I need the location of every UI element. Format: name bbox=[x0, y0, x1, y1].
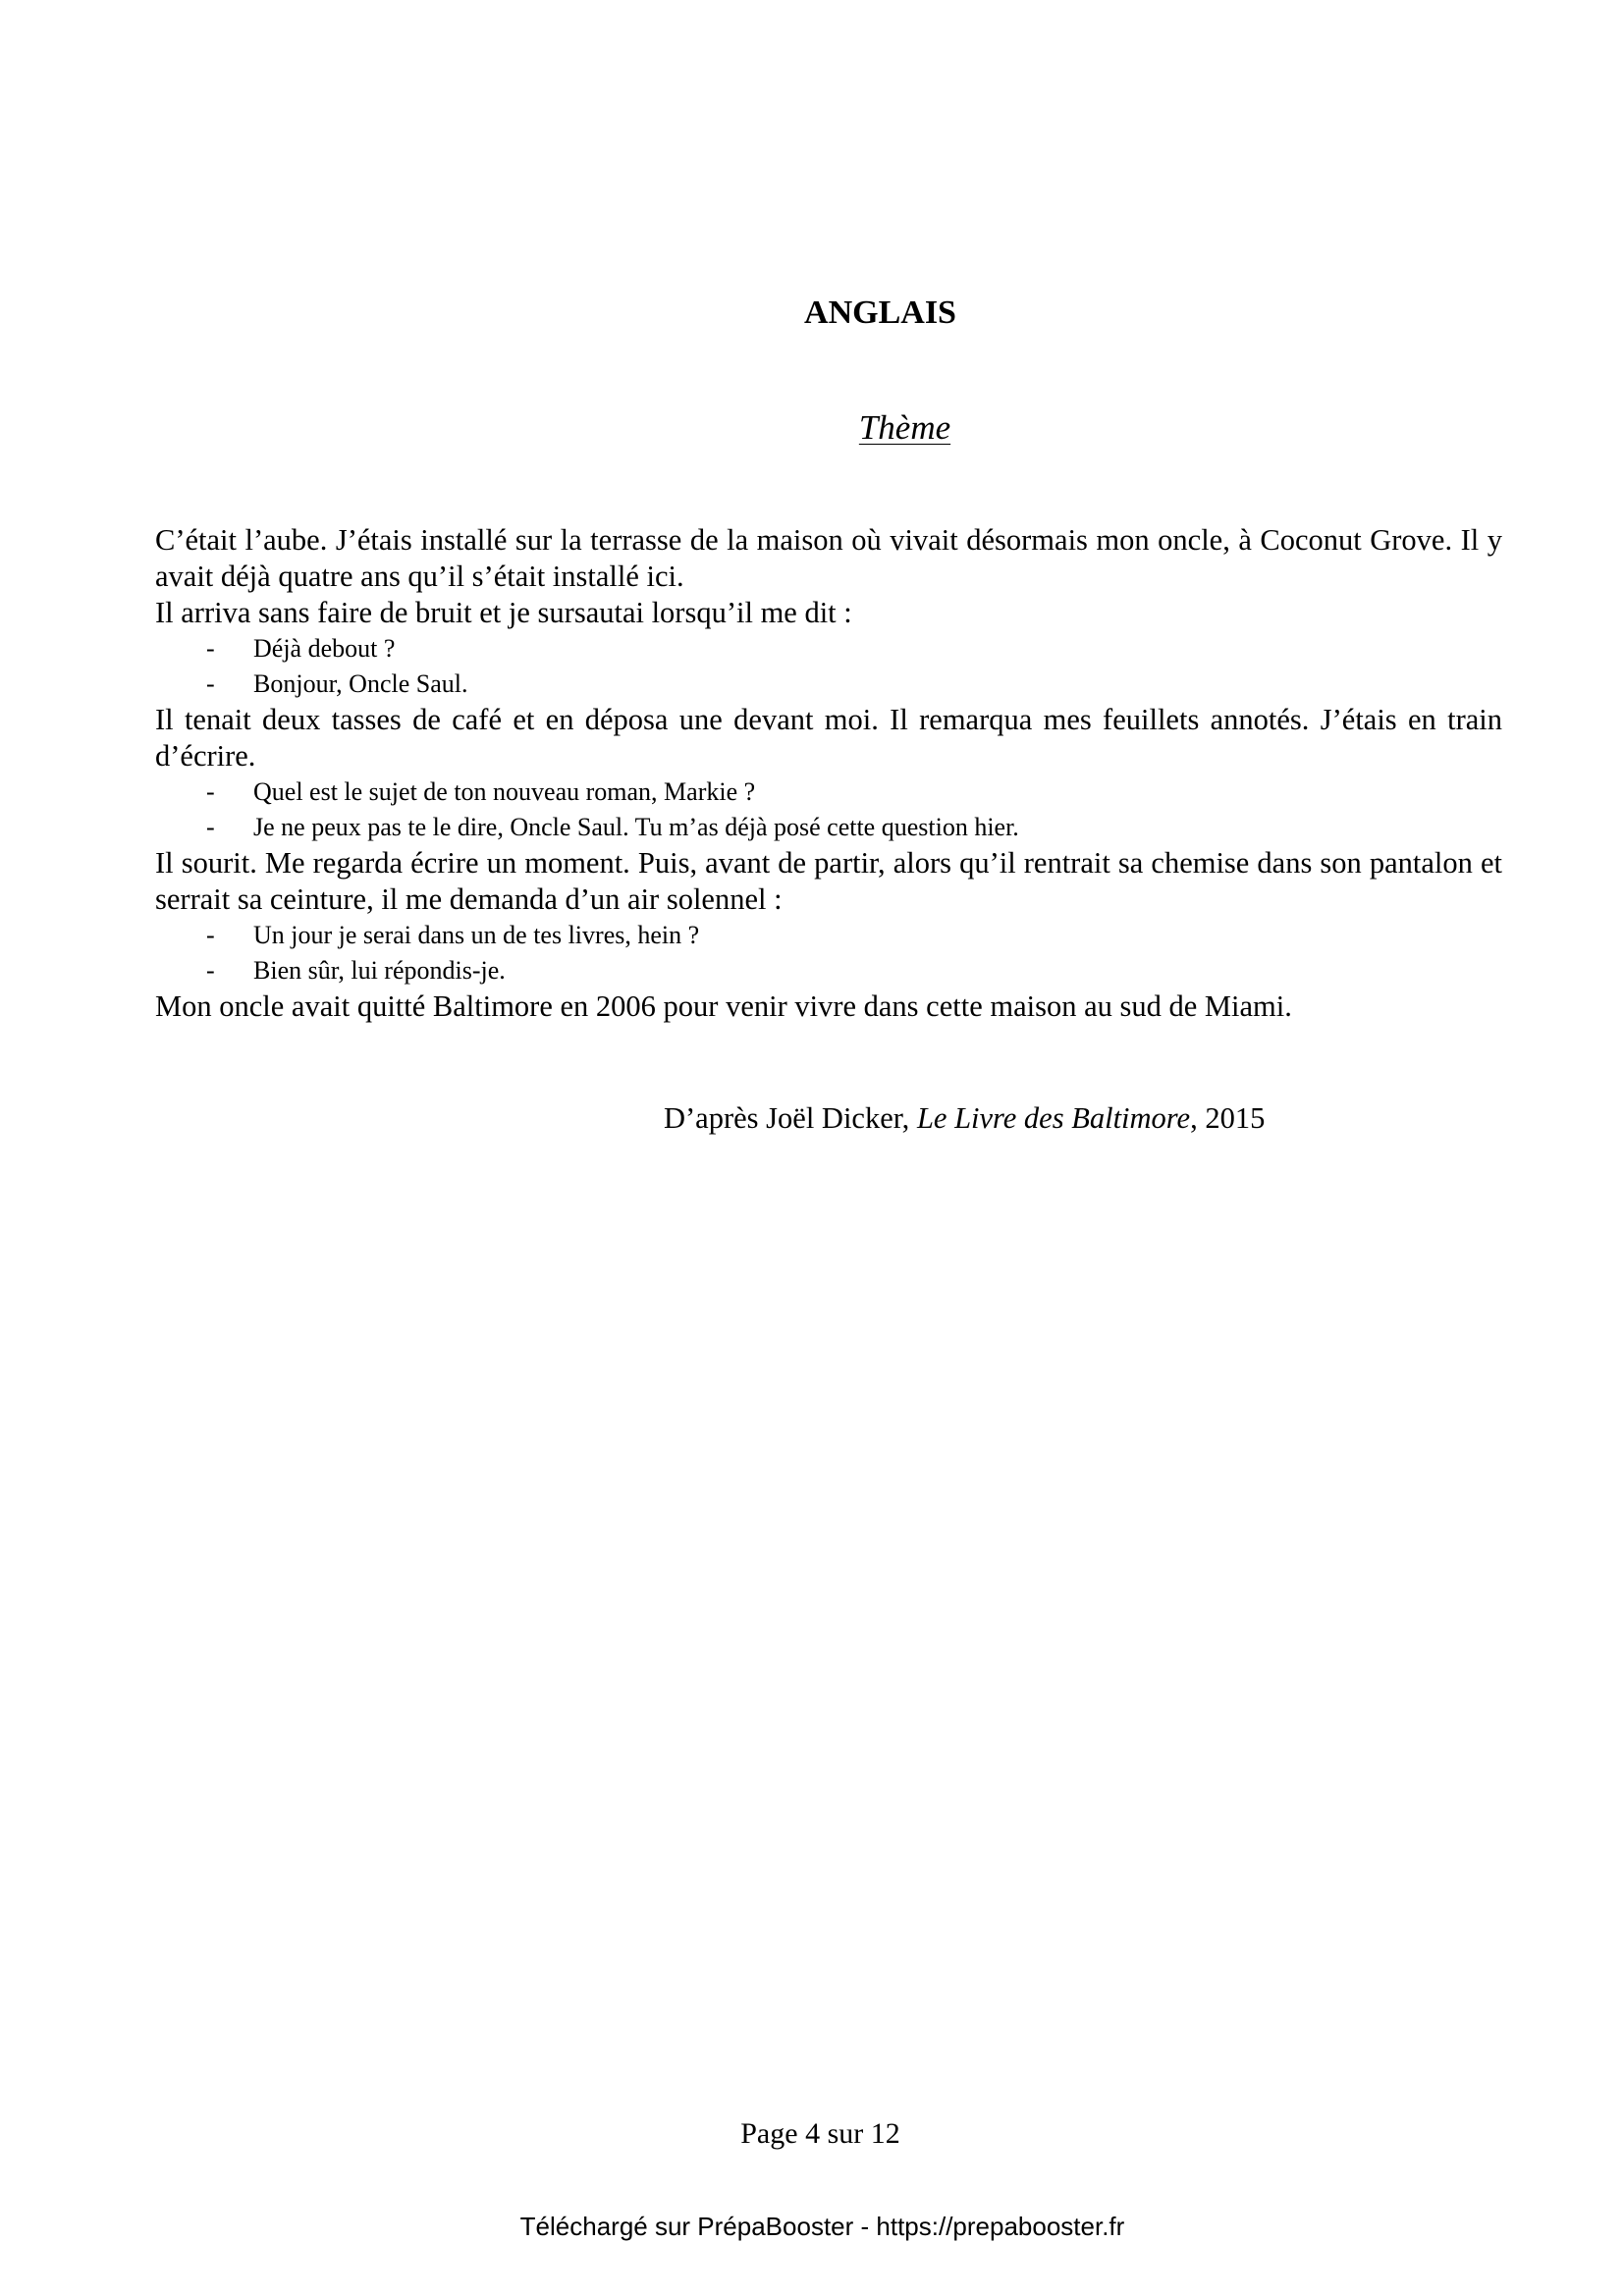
dash: - bbox=[206, 777, 215, 806]
dialogue-text: Je ne peux pas te le dire, Oncle Saul. Tu m’as déjà posé cette question hier. bbox=[253, 813, 1019, 841]
dialogue-text: Quel est le sujet de ton nouveau roman, Markie ? bbox=[253, 777, 756, 806]
dialogue-line bbox=[155, 810, 1502, 845]
source-suffix: , 2015 bbox=[1190, 1101, 1266, 1135]
dash: - bbox=[206, 956, 215, 985]
dash: - bbox=[206, 813, 215, 841]
dialogue-line bbox=[155, 774, 1502, 810]
paragraph: Mon oncle avait quitté Baltimore en 2006 pour venir vivre dans cette maison au sud de Miami. bbox=[155, 989, 1292, 1023]
dialogue-text: Bien sûr, lui répondis-je. bbox=[253, 956, 506, 985]
paragraph: Il tenait deux tasses de café et en déposa une devant moi. Il remarqua mes feuillets annotés. J’étais en train d’écrire. bbox=[155, 703, 1502, 773]
source-citation bbox=[664, 1100, 1265, 1137]
dash: - bbox=[206, 669, 215, 698]
dialogue-line bbox=[155, 667, 1502, 702]
download-footer: Téléchargé sur PrépaBooster - https://prepabooster.fr bbox=[519, 2212, 1125, 2241]
section-title bbox=[0, 408, 1623, 448]
dialogue-list bbox=[155, 774, 1502, 845]
dialogue-text: Déjà debout ? bbox=[253, 634, 396, 663]
page-title: ANGLAIS bbox=[804, 294, 956, 331]
dialogue-line bbox=[155, 953, 1502, 988]
paragraph: C’était l’aube. J’étais installé sur la terrasse de la maison où vivait désormais mon oncle, à Coconut Grove. Il y avait déjà quatre ans qu’il s’était installé ici. bbox=[155, 523, 1502, 593]
dialogue-list bbox=[155, 918, 1502, 988]
paragraph: Il sourit. Me regarda écrire un moment. Puis, avant de partir, alors qu’il rentrait sa chemise dans son pantalon et serrait sa ceinture, il me demanda d’un air solennel : bbox=[155, 846, 1502, 916]
book-title: Le Livre des Baltimore bbox=[916, 1101, 1191, 1135]
dash: - bbox=[206, 921, 215, 949]
source-prefix: D’après Joël Dicker, bbox=[664, 1101, 917, 1135]
dialogue-text: Un jour je serai dans un de tes livres, hein ? bbox=[253, 921, 700, 949]
page-number: Page 4 sur 12 bbox=[740, 2117, 900, 2150]
dialogue-line bbox=[155, 631, 1502, 667]
dialogue-text: Bonjour, Oncle Saul. bbox=[253, 669, 468, 698]
paragraph: Il arriva sans faire de bruit et je sursautai lorsqu’il me dit : bbox=[155, 596, 852, 629]
dash: - bbox=[206, 634, 215, 663]
dialogue-list bbox=[155, 631, 1502, 702]
text-body bbox=[155, 522, 1502, 1025]
section-title-text: Thème bbox=[858, 408, 951, 447]
dialogue-line bbox=[155, 918, 1502, 953]
